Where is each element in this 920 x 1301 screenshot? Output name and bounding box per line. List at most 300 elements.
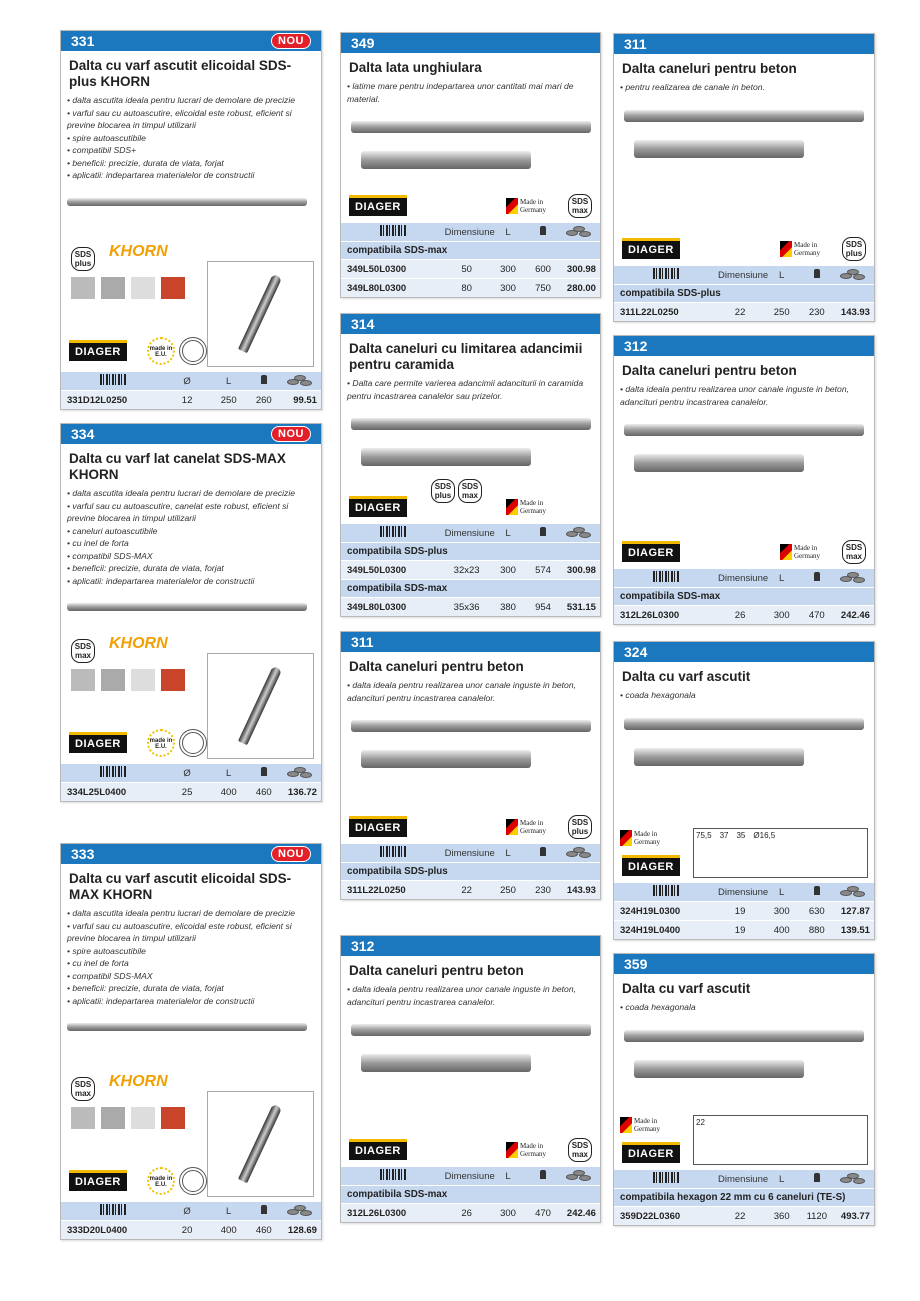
sds-label: SDS [571,818,589,827]
diager-logo: DIAGER [622,238,680,259]
khorn-logo: KHORN [109,635,168,652]
product-dimension: 19 [734,924,746,936]
material-icon [161,669,185,691]
product-number: 311 [351,634,374,650]
description-line: • dalta ascutita ideala pentru lucrari de demolare de precizie [67,95,296,105]
product-length: 300 [500,564,516,576]
product-number: 349 [351,35,375,51]
barcode-column [341,846,445,860]
product-card [613,33,875,322]
product-row[interactable] [341,1203,600,1222]
description-line: • beneficii: precizie, durata de viata, forjat [67,983,224,993]
product-length: 300 [773,609,790,621]
sds-label: SDS [74,250,92,259]
coins-icon [566,1170,592,1180]
description-line: • aplicatii: indepartarea materialelor de constructii [67,575,255,586]
price-column [279,1205,321,1218]
chisel-image [67,1023,307,1031]
weight-column [248,767,279,779]
card-header [614,954,874,974]
product-dimension: 50 [461,263,472,275]
length-header: L [779,269,785,281]
coins-icon [287,767,313,777]
diager-logo: DIAGER [622,1142,680,1163]
sds-label: SDS [845,240,863,249]
product-code: 312L26L0300 [347,1207,407,1219]
price-table [614,568,874,624]
khorn-logo: KHORN [109,1073,168,1090]
card-header [614,336,874,356]
product-card [340,631,601,900]
dimension-header: Dimensiune [444,847,495,859]
weight-column [801,1173,832,1185]
weight-column [248,375,279,387]
product-dimension: 32x23 [453,564,480,576]
product-length: 300 [773,905,790,917]
product-code: 331D12L0250 [67,394,128,406]
compatibility-label: compatibila SDS-max [341,241,600,259]
product-description [341,78,600,107]
sds-type: plus [845,249,863,258]
compatibility-label: compatibila hexagon 22 mm cu 6 caneluri (TE-S) [614,1188,874,1206]
material-icon [71,277,95,299]
barcode-column [341,225,445,239]
product-card [613,335,875,625]
sds-logo [71,247,95,271]
product-weight: 260 [255,394,272,406]
dimension-header: Ø [183,767,191,779]
material-icon [101,1107,125,1129]
barcode-icon [100,766,126,777]
product-media [61,1009,321,1201]
sds-label: SDS [845,543,863,552]
product-dimension: 19 [734,905,746,917]
price-table [61,763,321,801]
product-number: 333 [71,846,95,862]
sds-logo [568,815,592,839]
technical-drawing [693,828,868,878]
product-code: 311L22L0250 [347,884,406,896]
description-line: • Dalta care permite varierea adancimii adanciturii in caramida pentru incastrarea canalelor sau prizelor. [347,378,584,401]
product-dimension: 22 [734,306,746,318]
chisel-image [351,720,591,732]
barcode-column [341,526,445,540]
made-in-germany-badge: Made in Germany [620,830,680,846]
product-row[interactable] [341,880,600,899]
product-row[interactable] [341,259,600,278]
product-row[interactable] [341,560,600,579]
product-weight: 460 [255,1224,272,1236]
chisel-image-detail [634,748,804,766]
product-length: 400 [220,1224,237,1236]
product-card [60,423,322,802]
weight-column [801,269,832,281]
product-number: 311 [624,36,647,52]
description-line: • varful sau cu autoascutire, elicoidal este robust, eficient si previne blocarea in timpul utilizarii [67,920,292,943]
product-code: 349L80L0300 [347,601,407,613]
price-column [559,226,600,239]
barcode-icon [100,1204,126,1215]
description-line: • dalta ascutita ideala pentru lucrari de demolare de precizie [67,908,296,918]
barcode-column [341,1169,445,1183]
product-title: Dalta caneluri cu limitarea adancimii pentru caramida [349,341,583,372]
product-media [341,706,600,843]
description-line: • varful sau cu autoascutire, elicoidal este robust, eficient si previne blocarea in timpul utilizarii [67,107,292,130]
chisel-tip-photo [207,1091,314,1197]
product-title: Dalta caneluri pentru beton [349,963,524,978]
sds-logo [431,479,455,503]
barcode-column [61,374,165,388]
product-media [61,184,321,372]
khorn-logo: KHORN [109,243,168,260]
product-number: 312 [624,338,648,354]
card-header [61,424,321,444]
description-line: • dalta ideala pentru realizarea unor canale inguste in beton, adancituri pentru incastrarea canalelor. [347,680,576,703]
product-weight: 574 [535,564,551,576]
length-header: L [226,767,232,779]
sds-logo [458,479,482,503]
product-weight: 954 [535,601,551,613]
weight-icon [814,886,820,895]
quality-seal-icon [179,337,207,365]
product-price: 300.98 [566,263,596,275]
product-dimension: 80 [461,282,472,294]
description-line: • pentru realizarea de canale in beton. [620,82,765,92]
weight-icon [814,269,820,278]
chisel-image-detail [361,750,531,768]
sds-type: plus [571,827,589,836]
product-media [614,96,874,266]
table-header-row [614,1169,874,1188]
made-in-eu-badge: made in E.U. [147,1167,175,1195]
coins-icon [840,1173,866,1183]
product-row[interactable] [61,390,321,409]
sds-logo [568,194,592,218]
dimension-header: Dimensiune [718,1173,769,1185]
product-weight: 230 [535,884,551,896]
diager-logo: DIAGER [349,496,407,517]
card-header [341,632,600,652]
product-code: 312L26L0300 [620,609,680,621]
product-weight: 230 [808,306,825,318]
description-line: • coada hexagonala [620,1002,696,1012]
card-header [614,642,874,662]
product-number: 359 [624,956,648,972]
price-column [832,269,874,282]
sds-logo [842,237,866,261]
weight-icon [540,1170,546,1179]
product-dimension: 35x36 [453,601,480,613]
product-row[interactable] [61,1220,321,1239]
product-dimension: 22 [734,1210,746,1222]
product-number: 324 [624,644,648,660]
product-weight: 1120 [806,1210,827,1222]
coins-icon [566,527,592,537]
weight-column [527,1170,558,1182]
sds-logo [842,540,866,564]
product-number: 314 [351,316,375,332]
sds-logo [568,1138,592,1162]
chisel-image [67,603,307,611]
price-table [341,843,600,899]
barcode-icon [653,1172,679,1183]
product-number: 334 [71,426,95,442]
table-header-row [341,523,600,542]
product-media [614,410,874,568]
sds-type: max [74,651,91,660]
weight-icon [261,767,267,776]
product-price: 136.72 [287,786,317,798]
description-line: • cu inel de forta [67,958,129,968]
product-row[interactable] [614,901,874,920]
length-header: L [226,1205,232,1217]
coins-icon [840,269,866,279]
dimension-header: Ø [183,1205,191,1217]
product-code: 349L50L0300 [347,263,407,275]
weight-icon [540,527,546,536]
product-card [613,641,875,940]
description-line: • cu inel de forta [67,538,129,548]
weight-column [801,572,832,584]
price-column [279,767,321,780]
barcode-column [61,1204,165,1218]
diager-logo: DIAGER [69,340,127,361]
product-length: 400 [773,924,790,936]
dimension-header: Dimensiune [444,527,495,539]
description-line: • caneluri autoascutibile [67,525,158,536]
dimension-header: Dimensiune [444,1170,495,1182]
product-row[interactable] [614,1206,874,1225]
sds-label: SDS [571,197,589,206]
product-description [61,92,321,184]
sds-logo [71,639,95,663]
sds-type: plus [74,259,92,268]
price-column [832,572,874,585]
product-code: 333D20L0400 [67,1224,128,1236]
description-line: • latime mare pentru indepartarea unor cantitati mai mari de material. [347,81,574,104]
diager-logo: DIAGER [622,541,680,562]
sds-label: SDS [571,1141,589,1150]
product-row[interactable] [614,920,874,939]
material-icon [161,277,185,299]
sds-type: max [571,1150,588,1159]
weight-icon [261,1205,267,1214]
price-table [614,1169,874,1225]
coins-icon [840,886,866,896]
coins-icon [287,375,313,385]
compatibility-label: compatibila SDS-max [341,579,600,597]
dimension-header: Dimensiune [718,269,769,281]
product-row[interactable] [61,782,321,801]
chisel-image-detail [361,151,531,169]
chisel-image [624,110,864,122]
price-table [614,265,874,321]
product-code: 349L50L0300 [347,564,407,576]
table-header-row [614,882,874,901]
weight-icon [540,847,546,856]
weight-icon [540,226,546,235]
table-header-row [61,763,321,782]
sds-type: plus [434,491,452,500]
length-header: L [779,572,785,584]
description-line: • compatibil SDS-MAX [67,970,153,981]
drawing-dimension: 22 [696,1118,705,1127]
chisel-image [67,198,307,206]
product-card [340,935,601,1223]
product-media [61,589,321,763]
table-header-row [61,1201,321,1220]
chisel-image-detail [361,448,531,466]
product-price: 242.46 [840,609,870,621]
coins-icon [287,1205,313,1215]
product-price: 493.77 [840,1210,870,1222]
product-description [614,79,874,96]
product-code: 334L25L0400 [67,786,127,798]
price-table [61,371,321,409]
product-code: 311L22L0250 [620,306,679,318]
product-code: 359D22L0360 [620,1210,681,1222]
product-description [61,905,321,1009]
description-line: • beneficii: precizie, durata de viata, forjat [67,563,224,573]
material-icon [101,277,125,299]
product-price: 143.93 [840,306,870,318]
product-dimension: 22 [461,884,472,896]
coins-icon [566,226,592,236]
diager-logo: DIAGER [349,816,407,837]
product-price: 242.46 [566,1207,596,1219]
product-number: 312 [351,938,375,954]
dimension-header: Dimensiune [718,886,769,898]
new-badge: NOU [271,426,311,442]
made-in-germany-badge: Made in Germany [506,198,560,214]
dimension-header: Dimensiune [718,572,769,584]
product-title: Dalta cu varf ascutit [622,981,751,996]
made-in-germany-badge: Made in Germany [620,1117,680,1133]
length-header: L [779,1173,785,1185]
product-row[interactable] [341,597,600,616]
barcode-column [61,766,165,780]
quality-seal-icon [179,729,207,757]
chisel-tip-photo [207,653,314,759]
barcode-column [614,268,718,282]
table-header-row [341,222,600,241]
technical-drawing [693,1115,868,1165]
product-title: Dalta caneluri pentru beton [349,659,524,674]
card-header [614,34,874,54]
chisel-image-detail [361,1054,531,1072]
product-title: Dalta lata unghiulara [349,60,482,75]
barcode-icon [380,1169,406,1180]
product-length: 300 [500,1207,516,1219]
product-card [60,843,322,1240]
material-icon [131,1107,155,1129]
barcode-icon [100,374,126,385]
product-media [614,1016,874,1170]
product-row[interactable] [341,278,600,297]
weight-icon [814,572,820,581]
price-column [559,847,600,860]
made-in-germany-badge: Made in Germany [780,544,834,560]
length-header: L [505,847,511,859]
product-dimension: 25 [181,786,193,798]
chisel-image [624,718,864,730]
description-line: • dalta ideala pentru realizarea unor canale inguste in beton, adancituri pentru incastrarea canalelor. [347,984,576,1007]
product-weight: 470 [535,1207,551,1219]
sds-label: SDS [461,482,479,491]
coins-icon [566,847,592,857]
product-price: 300.98 [566,564,596,576]
product-row[interactable] [614,605,874,624]
description-line: • spire autoascutibile [67,945,146,956]
card-header [61,31,321,51]
product-media [614,704,874,883]
product-card [613,953,875,1226]
product-weight: 600 [535,263,551,275]
material-icon [131,277,155,299]
product-dimension: 20 [181,1224,193,1236]
description-line: • aplicatii: indepartarea materialelor de constructii [67,995,255,1006]
product-title: Dalta cu varf ascutit elicoidal SDS-MAX KHORN [69,871,292,902]
product-length: 250 [773,306,790,318]
product-weight: 470 [808,609,825,621]
product-price: 531.15 [566,601,596,613]
made-in-eu-badge: made in E.U. [147,337,175,365]
sds-type: max [461,491,478,500]
product-length: 250 [500,884,516,896]
product-code: 324H19L0300 [620,905,681,917]
made-in-germany-badge: Made in Germany [506,819,560,835]
barcode-column [614,1172,718,1186]
description-line: • spire autoascutibile [67,132,146,143]
weight-icon [261,375,267,384]
chisel-image-detail [634,1060,804,1078]
product-description [61,485,321,589]
product-description [341,981,600,1010]
product-price: 99.51 [293,394,317,406]
description-line: • dalta ideala pentru realizarea unor canale inguste in beton, adancituri pentru incastrarea canalelor. [620,384,849,407]
card-header [61,844,321,864]
product-length: 300 [500,263,516,275]
product-dimension: 26 [461,1207,472,1219]
product-media [341,107,600,222]
barcode-column [614,885,718,899]
product-dimension: 26 [734,609,746,621]
description-line: • dalta ascutita ideala pentru lucrari de demolare de precizie [67,488,296,498]
product-description [341,375,600,404]
drawing-dimension: Ø16,5 [753,831,776,840]
product-dimension: 12 [181,394,193,406]
product-title: Dalta caneluri pentru beton [622,363,797,378]
product-weight: 630 [808,905,825,917]
product-row[interactable] [614,302,874,321]
weight-column [527,226,558,238]
chisel-image [351,121,591,133]
product-card [340,313,601,617]
barcode-icon [380,225,406,236]
product-media [341,1010,600,1166]
product-weight: 750 [535,282,551,294]
barcode-icon [653,885,679,896]
material-icon [161,1107,185,1129]
product-length: 400 [220,786,237,798]
quality-seal-icon [179,1167,207,1195]
description-line: • beneficii: precizie, durata de viata, forjat [67,157,224,168]
chisel-image [351,1024,591,1036]
new-badge: NOU [271,846,311,862]
sds-type: max [845,552,862,561]
product-weight: 880 [808,924,825,936]
card-header [341,33,600,53]
